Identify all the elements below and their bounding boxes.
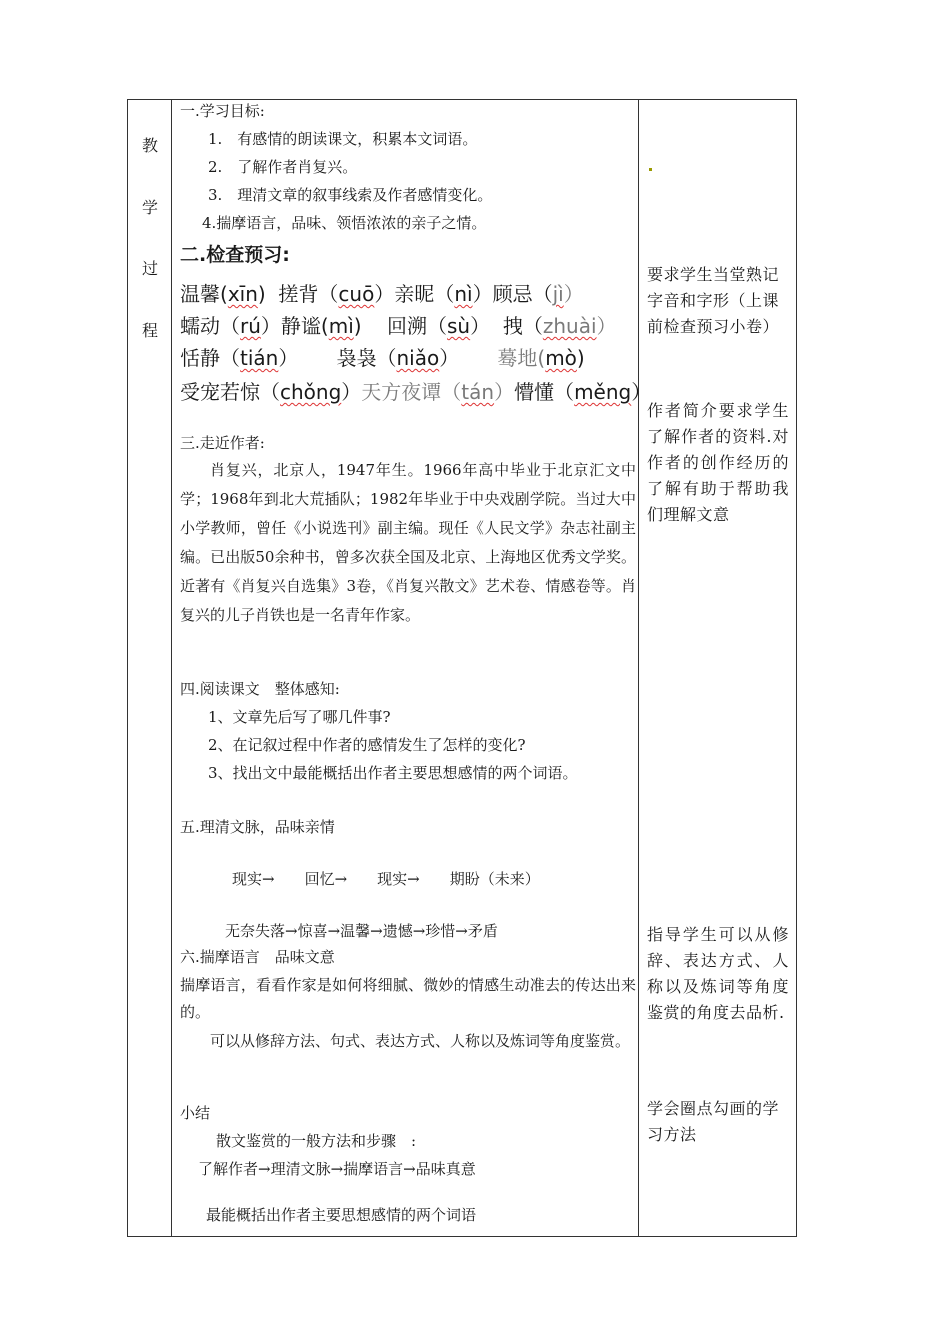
word: 拽（: [502, 314, 543, 338]
note: 学会圈点勾画的学习方法: [647, 1099, 780, 1144]
word: ）顾忌（: [472, 282, 553, 306]
question-item: 1、文章先后写了哪几件事?: [208, 708, 391, 726]
author-paragraph: 肖复兴，北京人，1947年生。1966年高中毕业于北京汇文中学；1968年到北大荒插队；1982年毕业于中央戏剧学院。当过大中小学教师，曾任《小说选刊》副主编。现任《人民文学》杂志社副主编。已出版50余种书，曾多次获全国及北京、上海地区优秀文学奖。近著有《肖复兴自选集》3卷，《肖复兴散文》艺术卷、情感卷等。肖复兴的儿子肖铁也是一名青年作家。: [180, 461, 636, 624]
section-title: 五.理清文脉，品味亲情: [180, 818, 335, 836]
note: 作者简介要求学生了解作者的资料.对作者的创作经历的了解有助于帮助我们理解文意: [647, 401, 789, 524]
pinyin: tán: [461, 380, 495, 404]
summary-line: 最能概括出作者主要思想感情的两个词语: [206, 1206, 477, 1224]
word: ）: [563, 282, 584, 306]
summary-line: 了解作者→理清文脉→揣摩语言→品味真意: [198, 1160, 476, 1178]
pinyin: mì: [328, 314, 354, 338]
word: ）: [341, 380, 362, 404]
word: ）: [494, 380, 515, 404]
word: 蓦地(: [497, 346, 546, 370]
pinyin: rú: [240, 314, 261, 338]
label-char: 程: [141, 321, 158, 340]
analysis-paragraph: 可以从修辞方法、句式、表达方式、人称以及炼词等角度鉴赏。: [210, 1032, 631, 1050]
objective-item: 1. 有感情的朗读课文，积累本文词语。: [208, 130, 478, 148]
word: ）静谧(: [260, 314, 329, 338]
word: 恬静（: [180, 346, 240, 370]
pinyin: jì: [552, 282, 564, 306]
preview-row: [180, 376, 651, 405]
word: ）亲昵（: [374, 282, 455, 306]
label-char: 学: [141, 198, 158, 217]
word: 蠕动（: [180, 314, 240, 338]
lesson-table: [127, 99, 797, 1237]
pinyin: chǒng: [280, 380, 342, 404]
flow-line: 无奈失落→惊喜→温馨→遗憾→珍惜→矛盾: [225, 922, 498, 940]
pinyin: cuō: [338, 282, 375, 306]
pinyin: nì: [454, 282, 473, 306]
analysis-paragraph: 揣摩语言，看看作家是如何将细腻、微妙的情感生动准去的传达出来的。: [180, 976, 636, 1021]
word: 回溯（: [387, 314, 448, 338]
label-char: 过: [141, 259, 158, 278]
word: 温馨(: [180, 282, 228, 306]
preview-row: [180, 310, 617, 339]
summary-line: 散文鉴赏的一般方法和步骤 :: [216, 1132, 417, 1150]
pinyin: měng: [574, 380, 632, 404]
word: ）: [596, 314, 617, 338]
preview-row: [180, 342, 585, 371]
section-title: 二.检查预习:: [180, 244, 290, 266]
section-title: 三.走近作者:: [180, 434, 265, 452]
label-char: 教: [141, 136, 158, 155]
note: 指导学生可以从修辞、表达方式、人称以及炼词等角度鉴赏的角度去品析.: [647, 925, 789, 1022]
word: ）: [278, 346, 299, 370]
objective-item: 4.揣摩语言，品味、领悟浓浓的亲子之情。: [202, 214, 487, 232]
word: 懵懂（: [514, 380, 575, 404]
pinyin: tián: [240, 346, 279, 370]
pinyin: zhuài: [542, 314, 597, 338]
flow-line: 现实→ 回忆→ 现实→ 期盼（未来）: [232, 870, 540, 888]
word: ): [257, 282, 266, 306]
word: ）: [470, 314, 491, 338]
question-item: 2、在记叙过程中作者的感情发生了怎样的变化?: [208, 736, 526, 754]
word: ): [353, 314, 362, 338]
column-divider: [638, 100, 639, 1236]
mark-dot: [649, 168, 652, 171]
summary-title: 小结: [180, 1104, 211, 1122]
word: ): [576, 346, 585, 370]
preview-row: [180, 278, 584, 307]
note: 要求学生当堂熟记字音和字形（上课前检查预习小卷）: [647, 265, 780, 336]
word: 袅袅（: [336, 346, 397, 370]
pinyin: mò: [545, 346, 577, 370]
section-title: 一.学习目标:: [180, 102, 265, 120]
pinyin: xīn: [227, 282, 258, 306]
word: 搓背（: [278, 282, 339, 306]
objective-item: 3. 理清文章的叙事线索及作者感情变化。: [208, 186, 493, 204]
word: 天方夜谭（: [361, 380, 462, 404]
word: 受宠若惊（: [180, 380, 280, 404]
pinyin: sù: [447, 314, 471, 338]
pinyin: niǎo: [396, 346, 440, 370]
section-title: 四.阅读课文 整体感知:: [180, 680, 340, 698]
word: ）: [439, 346, 460, 370]
objective-item: 2. 了解作者肖复兴。: [208, 158, 358, 176]
section-title: 六.揣摩语言 品味文意: [180, 948, 335, 966]
question-item: 3、找出文中最能概括出作者主要思想感情的两个词语。: [208, 764, 578, 782]
word: ）: [631, 380, 652, 404]
